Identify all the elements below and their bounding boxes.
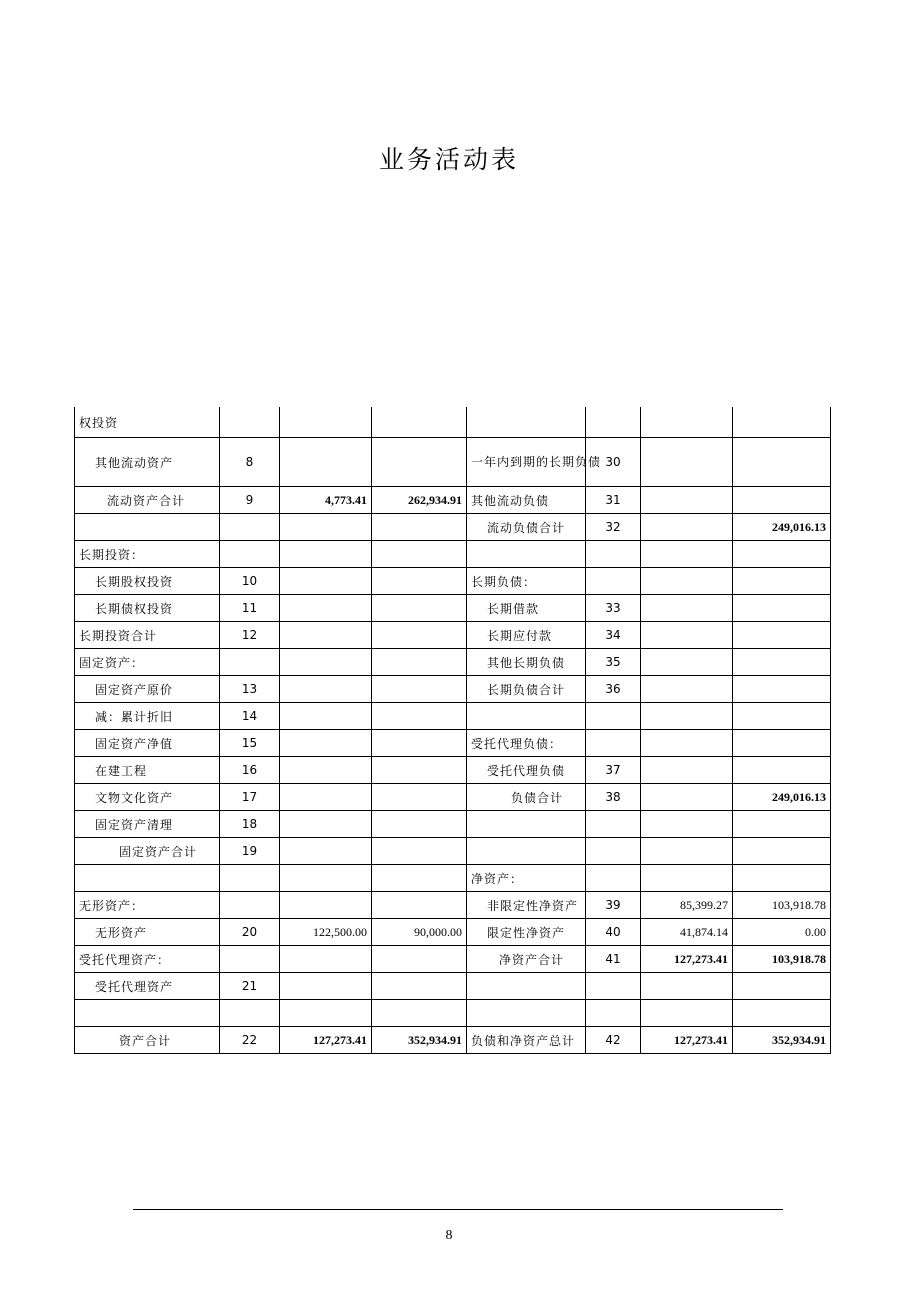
right-amount-end	[733, 1000, 831, 1027]
left-amount-begin	[280, 838, 372, 865]
left-amount-end: 262,934.91	[372, 487, 467, 514]
left-amount-begin	[280, 407, 372, 438]
left-amount-end	[372, 676, 467, 703]
left-line-number: 17	[220, 784, 280, 811]
table-row	[75, 649, 831, 676]
left-amount-begin: 4,773.41	[280, 487, 372, 514]
left-item-label	[75, 1000, 220, 1027]
right-amount-end	[733, 703, 831, 730]
right-amount-begin: 85,399.27	[641, 892, 733, 919]
left-amount-end	[372, 541, 467, 568]
page-title: 业务活动表	[378, 145, 519, 174]
table-row	[75, 514, 831, 541]
right-line-number: 36	[586, 676, 641, 703]
right-amount-end	[733, 407, 831, 438]
left-amount-end	[372, 865, 467, 892]
left-item-label: 无形资产	[75, 919, 220, 946]
right-item-label	[467, 811, 586, 838]
right-line-number	[586, 407, 641, 438]
left-item-label	[75, 514, 220, 541]
footer-divider	[133, 1209, 783, 1210]
left-amount-end	[372, 568, 467, 595]
left-line-number: 16	[220, 757, 280, 784]
left-line-number: 22	[220, 1027, 280, 1054]
right-amount-begin	[641, 407, 733, 438]
right-amount-begin	[641, 784, 733, 811]
right-amount-begin	[641, 568, 733, 595]
right-amount-end	[733, 865, 831, 892]
left-line-number: 15	[220, 730, 280, 757]
left-line-number	[220, 946, 280, 973]
left-amount-end	[372, 892, 467, 919]
right-item-label: 限定性净资产	[467, 919, 586, 946]
table-row	[75, 919, 831, 946]
left-amount-end	[372, 649, 467, 676]
left-amount-begin	[280, 514, 372, 541]
right-item-label: 长期负债合计	[467, 676, 586, 703]
left-amount-begin	[280, 676, 372, 703]
left-amount-begin	[280, 568, 372, 595]
right-line-number	[586, 541, 641, 568]
right-line-number: 40	[586, 919, 641, 946]
right-item-label	[467, 838, 586, 865]
right-line-number: 30	[586, 438, 641, 487]
right-amount-begin: 41,874.14	[641, 919, 733, 946]
right-line-number: 39	[586, 892, 641, 919]
right-item-label: 受托代理负债	[467, 757, 586, 784]
left-amount-begin	[280, 1000, 372, 1027]
left-line-number: 20	[220, 919, 280, 946]
left-amount-end	[372, 1000, 467, 1027]
right-amount-end	[733, 649, 831, 676]
right-amount-begin	[641, 438, 733, 487]
right-amount-begin	[641, 622, 733, 649]
table-row	[75, 622, 831, 649]
right-amount-end	[733, 757, 831, 784]
left-amount-end	[372, 703, 467, 730]
right-amount-end: 249,016.13	[733, 514, 831, 541]
right-amount-end	[733, 622, 831, 649]
right-item-label	[467, 1000, 586, 1027]
right-amount-begin: 127,273.41	[641, 1027, 733, 1054]
left-line-number: 8	[220, 438, 280, 487]
left-amount-begin: 122,500.00	[280, 919, 372, 946]
left-line-number: 19	[220, 838, 280, 865]
right-item-label	[467, 973, 586, 1000]
right-amount-end: 103,918.78	[733, 892, 831, 919]
left-amount-begin	[280, 703, 372, 730]
left-line-number	[220, 407, 280, 438]
right-amount-end	[733, 541, 831, 568]
right-amount-end: 249,016.13	[733, 784, 831, 811]
right-line-number	[586, 1000, 641, 1027]
table-row	[75, 973, 831, 1000]
left-amount-end	[372, 811, 467, 838]
table-row	[75, 1027, 831, 1054]
left-line-number: 12	[220, 622, 280, 649]
right-amount-begin	[641, 1000, 733, 1027]
left-line-number: 13	[220, 676, 280, 703]
table-row	[75, 595, 831, 622]
left-item-label: 权投资	[75, 407, 220, 438]
left-line-number	[220, 892, 280, 919]
right-line-number: 33	[586, 595, 641, 622]
right-item-label: 一年内到期的长期负债	[467, 438, 586, 487]
left-amount-begin	[280, 946, 372, 973]
table-row	[75, 784, 831, 811]
right-amount-end: 352,934.91	[733, 1027, 831, 1054]
right-amount-begin	[641, 649, 733, 676]
right-amount-end: 103,918.78	[733, 946, 831, 973]
right-line-number: 41	[586, 946, 641, 973]
left-amount-end	[372, 595, 467, 622]
left-amount-begin	[280, 730, 372, 757]
right-line-number	[586, 838, 641, 865]
left-amount-end	[372, 730, 467, 757]
table-row	[75, 865, 831, 892]
right-line-number: 31	[586, 487, 641, 514]
right-item-label: 非限定性净资产	[467, 892, 586, 919]
left-item-label: 受托代理资产：	[75, 946, 220, 973]
right-line-number	[586, 811, 641, 838]
left-amount-end	[372, 838, 467, 865]
table-row	[75, 811, 831, 838]
left-item-label: 长期投资合计	[75, 622, 220, 649]
right-amount-begin	[641, 757, 733, 784]
table-row	[75, 730, 831, 757]
right-item-label: 长期应付款	[467, 622, 586, 649]
left-amount-end	[372, 757, 467, 784]
right-amount-begin	[641, 973, 733, 1000]
left-amount-end	[372, 514, 467, 541]
left-item-label: 减：累计折旧	[75, 703, 220, 730]
right-line-number	[586, 730, 641, 757]
left-amount-begin	[280, 865, 372, 892]
right-line-number: 42	[586, 1027, 641, 1054]
left-item-label: 其他流动资产	[75, 438, 220, 487]
left-item-label: 无形资产：	[75, 892, 220, 919]
right-amount-end: 0.00	[733, 919, 831, 946]
left-amount-begin	[280, 892, 372, 919]
right-item-label	[467, 703, 586, 730]
right-line-number	[586, 703, 641, 730]
left-amount-begin	[280, 541, 372, 568]
right-item-label	[467, 407, 586, 438]
left-line-number	[220, 649, 280, 676]
right-item-label: 长期负债：	[467, 568, 586, 595]
right-amount-begin	[641, 838, 733, 865]
right-line-number: 37	[586, 757, 641, 784]
table-row	[75, 676, 831, 703]
right-line-number	[586, 568, 641, 595]
left-line-number: 10	[220, 568, 280, 595]
right-item-label: 其他长期负债	[467, 649, 586, 676]
table-row	[75, 568, 831, 595]
right-amount-end	[733, 595, 831, 622]
left-amount-end: 90,000.00	[372, 919, 467, 946]
left-item-label: 长期股权投资	[75, 568, 220, 595]
left-line-number: 9	[220, 487, 280, 514]
left-amount-end	[372, 784, 467, 811]
right-line-number: 35	[586, 649, 641, 676]
left-item-label: 文物文化资产	[75, 784, 220, 811]
right-amount-end	[733, 487, 831, 514]
balance-sheet-table	[74, 407, 831, 1054]
right-item-label: 净资产合计	[467, 946, 586, 973]
right-amount-end	[733, 973, 831, 1000]
right-amount-begin	[641, 676, 733, 703]
right-line-number: 32	[586, 514, 641, 541]
table-row	[75, 407, 831, 438]
right-amount-end	[733, 838, 831, 865]
left-item-label: 长期债权投资	[75, 595, 220, 622]
right-amount-begin	[641, 514, 733, 541]
left-amount-begin	[280, 649, 372, 676]
left-item-label: 资产合计	[75, 1027, 220, 1054]
left-item-label: 受托代理资产	[75, 973, 220, 1000]
left-item-label	[75, 865, 220, 892]
left-item-label: 流动资产合计	[75, 487, 220, 514]
left-amount-end	[372, 407, 467, 438]
left-item-label: 固定资产净值	[75, 730, 220, 757]
right-amount-begin	[641, 865, 733, 892]
right-item-label: 其他流动负债	[467, 487, 586, 514]
right-amount-end	[733, 438, 831, 487]
left-amount-end	[372, 438, 467, 487]
left-line-number: 18	[220, 811, 280, 838]
right-item-label: 负债合计	[467, 784, 586, 811]
left-amount-begin	[280, 811, 372, 838]
table-row	[75, 1000, 831, 1027]
right-line-number: 38	[586, 784, 641, 811]
right-line-number	[586, 973, 641, 1000]
left-line-number	[220, 541, 280, 568]
right-amount-end	[733, 676, 831, 703]
right-amount-begin	[641, 487, 733, 514]
left-item-label: 在建工程	[75, 757, 220, 784]
right-item-label	[467, 541, 586, 568]
right-amount-begin	[641, 703, 733, 730]
page-number: 8	[445, 1228, 453, 1243]
table-row	[75, 892, 831, 919]
left-line-number	[220, 1000, 280, 1027]
left-amount-begin	[280, 595, 372, 622]
left-amount-begin	[280, 757, 372, 784]
left-line-number	[220, 865, 280, 892]
table-row	[75, 703, 831, 730]
left-amount-begin	[280, 973, 372, 1000]
left-item-label: 固定资产：	[75, 649, 220, 676]
right-amount-begin: 127,273.41	[641, 946, 733, 973]
right-amount-end	[733, 811, 831, 838]
left-amount-begin	[280, 438, 372, 487]
right-item-label: 净资产：	[467, 865, 586, 892]
right-amount-begin	[641, 730, 733, 757]
left-item-label: 固定资产原价	[75, 676, 220, 703]
table-row	[75, 946, 831, 973]
table-row	[75, 541, 831, 568]
right-amount-end	[733, 568, 831, 595]
table-row	[75, 487, 831, 514]
right-amount-end	[733, 730, 831, 757]
left-item-label: 固定资产清理	[75, 811, 220, 838]
right-item-label: 流动负债合计	[467, 514, 586, 541]
left-line-number	[220, 514, 280, 541]
table-row	[75, 438, 831, 487]
right-line-number	[586, 865, 641, 892]
right-amount-begin	[641, 541, 733, 568]
table-row	[75, 757, 831, 784]
left-amount-begin	[280, 784, 372, 811]
left-line-number: 14	[220, 703, 280, 730]
left-amount-end	[372, 946, 467, 973]
right-item-label: 受托代理负债：	[467, 730, 586, 757]
left-amount-end	[372, 973, 467, 1000]
right-item-label: 负债和净资产总计	[467, 1027, 586, 1054]
left-line-number: 11	[220, 595, 280, 622]
left-amount-end	[372, 622, 467, 649]
left-amount-end: 352,934.91	[372, 1027, 467, 1054]
right-line-number: 34	[586, 622, 641, 649]
table-row	[75, 838, 831, 865]
right-amount-begin	[641, 595, 733, 622]
right-amount-begin	[641, 811, 733, 838]
left-amount-begin	[280, 622, 372, 649]
left-amount-begin: 127,273.41	[280, 1027, 372, 1054]
left-line-number: 21	[220, 973, 280, 1000]
left-item-label: 固定资产合计	[75, 838, 220, 865]
right-item-label: 长期借款	[467, 595, 586, 622]
left-item-label: 长期投资：	[75, 541, 220, 568]
